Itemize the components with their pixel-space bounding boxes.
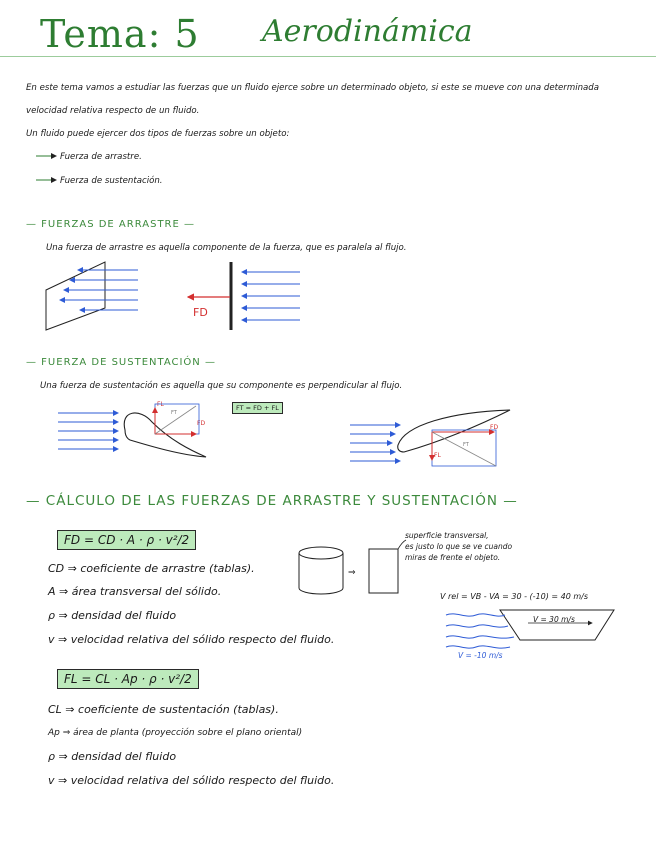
- boat-velocity: V = 30 m/s: [533, 615, 575, 624]
- list-item-drag: Fuerza de arrastre.: [60, 152, 142, 162]
- cylinder-diagram: [299, 547, 343, 594]
- cross-section-diagram: [369, 540, 406, 593]
- resultant-force-box: FT = FD + FL: [232, 402, 283, 414]
- lift-var-ap: Ap ⇒ área de planta (proyección sobre el plano oriental): [48, 728, 303, 738]
- drag-var-v: v ⇒ velocidad relativa del sólido respecto del fluido.: [48, 633, 335, 646]
- lift-definition: Una fuerza de sustentación es aquella que su componente es perpendicular al flujo.: [40, 381, 403, 391]
- note-line-2: es justo lo que se ve cuando: [405, 542, 513, 551]
- drag-var-rho: ρ ⇒ densidad del fluido: [48, 609, 177, 622]
- drag-definition: Una fuerza de arrastre es aquella componente de la fuerza, que es paralela al flujo.: [46, 243, 407, 253]
- lift-var-cl: CL ⇒ coeficiente de sustentación (tablas).: [48, 703, 279, 716]
- drag-label-1: FD: [197, 420, 206, 427]
- total-label-2: FT: [463, 442, 469, 448]
- lift-label-1: FL: [157, 401, 164, 408]
- boat-diagram: [446, 610, 614, 648]
- drag-var-a: A ⇒ área transversal del sólido.: [48, 585, 222, 598]
- drag-formula: FD = CD · A · ρ · v²/2: [57, 530, 196, 550]
- list-arrows: [36, 156, 56, 180]
- lift-var-v: v ⇒ velocidad relativa del sólido respecto del fluido.: [48, 774, 335, 787]
- page-title: Aerodinámica: [262, 14, 473, 49]
- list-item-lift: Fuerza de sustentación.: [60, 176, 163, 186]
- calc-heading: — CÁLCULO DE LAS FUERZAS DE ARRASTRE Y SUSTENTACIÓN —: [26, 493, 518, 509]
- water-velocity: V = -10 m/s: [458, 651, 503, 660]
- lift-heading: — FUERZA DE SUSTENTACIÓN —: [26, 357, 216, 368]
- flat-plate-diagram: [46, 262, 138, 330]
- equivalence-arrow: ⇒: [348, 568, 356, 578]
- note-line-3: miras de frente el objeto.: [405, 553, 501, 562]
- lift-label-2: FL: [434, 452, 441, 459]
- intro-line-3: Un fluido puede ejercer dos tipos de fuerzas sobre un objeto:: [26, 129, 290, 139]
- lift-var-rho: ρ ⇒ densidad del fluido: [48, 750, 177, 763]
- intro-line-2: velocidad relativa respecto de un fluido.: [26, 106, 200, 116]
- intro-line-1: En este tema vamos a estudiar las fuerzas que un fluido ejerce sobre un determinado objeto, si este se mueve con una determinada: [26, 83, 600, 93]
- drag-var-cd: CD ⇒ coeficiente de arrastre (tablas).: [48, 562, 255, 575]
- total-label-1: FT: [171, 410, 177, 416]
- airfoil-diagram-2: [350, 410, 510, 466]
- relative-velocity-eq: V rel = VB - VA = 30 - (-10) = 40 m/s: [440, 592, 588, 601]
- drag-label-2: FD: [490, 424, 499, 431]
- drag-force-label: FD: [193, 306, 208, 319]
- wall-diagram: [188, 262, 300, 330]
- note-line-1: superficie transversal,: [405, 531, 489, 540]
- topic-number: Tema: 5: [40, 12, 200, 56]
- drag-heading: — FUERZAS DE ARRASTRE —: [26, 219, 196, 230]
- lift-formula: FL = CL · Ap · ρ · v²/2: [57, 669, 199, 689]
- airfoil-diagram-1: [58, 404, 206, 457]
